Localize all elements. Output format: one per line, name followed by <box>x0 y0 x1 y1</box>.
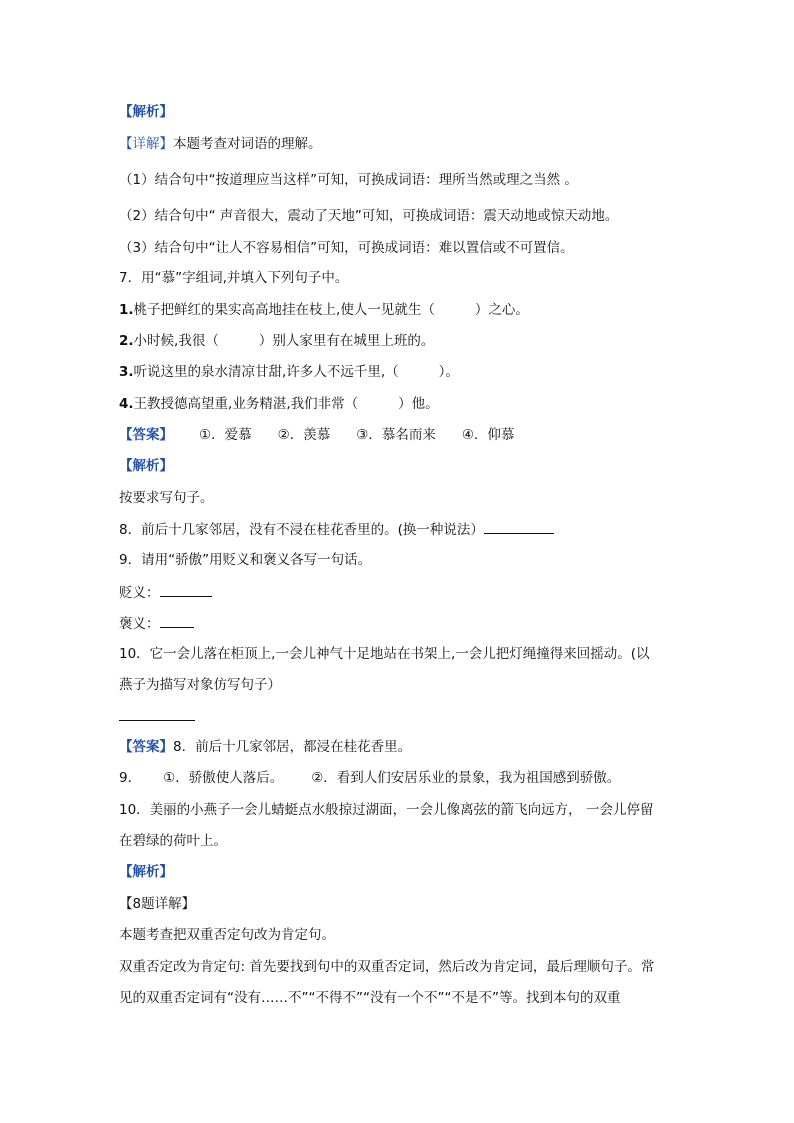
answer-line-8 <box>119 737 411 757</box>
q7-answer-line <box>119 425 514 445</box>
q7-answer-3: ③．慕名而来 <box>356 427 436 443</box>
q9-derogatory-blank <box>160 582 212 597</box>
q7-s1-part-a: 桃子把鲜红的果实高高地挂在枝上,使人一见就生（ <box>133 302 435 318</box>
q10-answer-blank <box>119 706 195 721</box>
q9-commendatory-line <box>119 613 194 634</box>
q7-s2-part-b: ）别人家里有在城里上班的。 <box>258 333 435 349</box>
explanation-line-3: （3）结合句中“让人不容易相信”可知，可换成词语：难以置信或不可置信。 <box>119 240 574 256</box>
answer-9-number: 9． <box>119 770 142 786</box>
q7-s2-number: 2. <box>119 333 134 349</box>
q7-s1-part-b: ）之心。 <box>474 302 529 318</box>
answer-8-text: 8．前后十几家邻居，都浸在桂花香里。 <box>173 739 412 755</box>
q7-s3-part-b: ）。 <box>438 364 459 380</box>
answer-line-9 <box>119 768 620 788</box>
q7-sentence-1 <box>119 300 529 320</box>
q9-derogatory-label: 贬义： <box>119 585 160 601</box>
answer-9-part-2: ②．看到人们安居乐业的景象，我为祖国感到骄傲。 <box>311 770 621 786</box>
question-9: 9．请用“骄傲”用贬义和褒义各写一句话。 <box>119 552 372 568</box>
detail-line <box>119 134 322 154</box>
q7-sentence-3 <box>119 362 459 382</box>
answer-9-part-1: ①．骄傲使人落后。 <box>163 770 284 786</box>
detail8-line-1: 本题考查把双重否定句改为肯定句。 <box>119 927 335 943</box>
q7-sentence-4 <box>119 394 439 414</box>
answer-tag: 【答案】 <box>119 427 173 443</box>
detail8-line-2: 双重否定改为肯定句: 首先要找到句中的双重否定词，然后改为肯定词，最后理顺句子。常 <box>119 959 655 975</box>
analysis-tag: 【解析】 <box>119 104 173 120</box>
analysis-tag-3: 【解析】 <box>119 864 173 880</box>
analysis-tag-2: 【解析】 <box>119 458 173 474</box>
q7-analysis-text: 按要求写句子。 <box>119 490 214 506</box>
q9-derogatory-line <box>119 582 212 603</box>
q7-s3-number: 3. <box>119 364 134 380</box>
detail8-line-3: 见的双重否定词有“没有……不”“不得不”“没有一个不”“不是不”等。找到本句的双重 <box>119 990 621 1006</box>
q7-s4-part-a: 王教授德高望重,业务精湛,我们非常（ <box>133 396 359 412</box>
q7-answer-4: ④．仰慕 <box>461 427 515 443</box>
question-10-line-1: 10．它一会儿落在柜顶上,一会儿神气十足地站在书架上,一会儿把灯绳撞得来回摇动。(以 <box>119 646 650 662</box>
q8-detail-tag: 【8题详解】 <box>119 896 196 912</box>
question-7-title: 7．用“慕”字组词,并填入下列句子中。 <box>119 270 349 286</box>
q7-s2-part-a: 小时候,我很（ <box>133 333 219 349</box>
q10-answer-blank-line <box>119 706 195 727</box>
answer-10-line-1: 10．美丽的小燕子一会儿蜻蜓点水般掠过湖面，一会儿像离弦的箭飞向远方， 一会儿停留 <box>119 802 654 818</box>
q8-answer-blank <box>484 519 554 534</box>
q9-commendatory-label: 褒义： <box>119 616 160 632</box>
q7-s1-number: 1. <box>119 302 134 318</box>
explanation-line-2: （2）结合句中“ 声音很大，震动了天地”可知，可换成词语：震天动地或惊天动地。 <box>119 208 619 224</box>
q7-answer-2: ②．羡慕 <box>277 427 331 443</box>
q7-s4-number: 4. <box>119 396 134 412</box>
explanation-line-1: （1）结合句中“按道理应当这样”可知，可换成词语：理所当然或理之当然 。 <box>119 172 578 188</box>
question-10-line-2: 燕子为描写对象仿写句子） <box>119 677 281 693</box>
q7-sentence-2 <box>119 331 434 351</box>
q9-commendatory-blank <box>160 613 194 628</box>
answer-tag-2: 【答案】 <box>119 739 173 755</box>
q7-s4-part-b: ）他。 <box>398 396 439 412</box>
question-8 <box>119 519 554 540</box>
q7-s3-part-a: 听说这里的泉水清凉甘甜,许多人不远千里,（ <box>133 364 399 380</box>
answer-10-line-2: 在碧绿的荷叶上。 <box>119 833 227 849</box>
detail-text: 本题考查对词语的理解。 <box>173 136 322 152</box>
detail-tag: 【详解】 <box>119 136 173 152</box>
q7-answer-1: ①．爱慕 <box>199 427 252 443</box>
q8-text: 8．前后十几家邻居，没有不浸在桂花香里的。(换一种说法） <box>119 522 484 538</box>
